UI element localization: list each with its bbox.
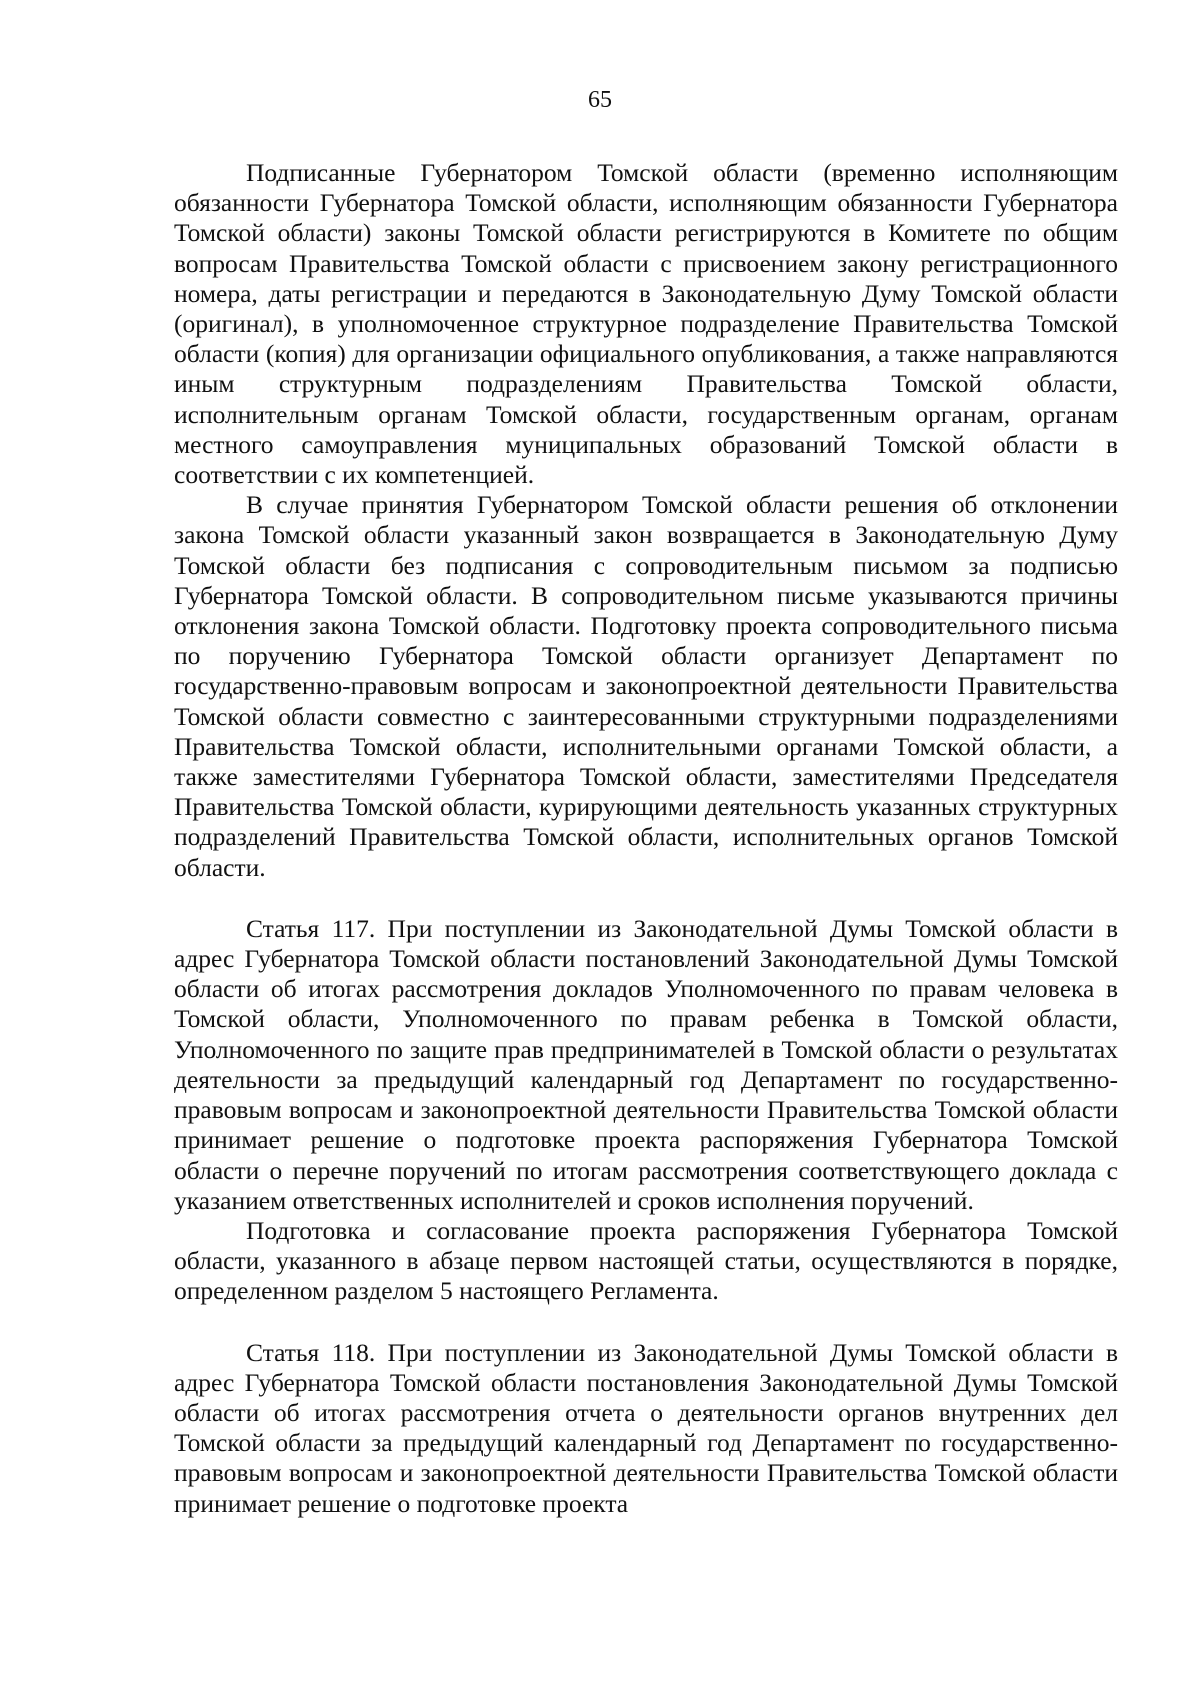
page-number: 65 xyxy=(588,87,612,113)
paragraph-article-117-part-2: Подготовка и согласование проекта распоряжения Губернатора Томской области, указанного в абзаце первом настоящей статьи, осуществляются в порядке, определенном разделом 5 настоящего Регламента. xyxy=(174,1215,1118,1306)
paragraph-article-118: Статья 118. При поступлении из Законодательной Думы Томской области в адрес Губернатора Томской области постановления Законодательной Думы Томской области об итогах рассмотрения отчета о деятельности органов внутренних дел Томской области за предыдущий календарный год Департамент по государственно-правовым вопросам и законопроектной деятельности Правительства Томской области принимает решение о подготовке проекта xyxy=(174,1337,1118,1518)
paragraph-law-registration: Подписанные Губернатором Томской области (временно исполняющим обязанности Губернатора Томской области, исполняющим обязанности Губернатора Томской области) законы Томской области регистрируются в Комитете по общим вопросам Правительства Томской области с присвоением закону регистрационного номера, даты регистрации и передаются в Законодательную Думу Томской области (оригинал), в уполномоченное структурное подразделение Правительства Томской области (копия) для организации официального опубликования, а также направляются иным структурным подразделениям Правительства Томской области, исполнительным органам Томской области, государственным органам, органам местного самоуправления муниципальных образований Томской области в соответствии с их компетенцией. xyxy=(174,158,1118,490)
paragraph-law-rejection: В случае принятия Губернатором Томской области решения об отклонении закона Томской области указанный закон возвращается в Законодательную Думу Томской области без подписания с сопроводительным письмом за подписью Губернатора Томской области. В сопроводительном письме указываются причины отклонения закона Томской области. Подготовку проекта сопроводительного письма по поручению Губернатора Томской области организует Департамент по государственно-правовым вопросам и законопроектной деятельности Правительства Томской области совместно с заинтересованными структурными подразделениями Правительства Томской области, исполнительными органами Томской области, а также заместителями Губернатора Томской области, заместителями Председателя Правительства Томской области, курирующими деятельность указанных структурных подразделений Правительства Томской области, исполнительных органов Томской области. xyxy=(174,490,1118,882)
document-body xyxy=(174,158,1118,1519)
paragraph-article-117: Статья 117. При поступлении из Законодательной Думы Томской области в адрес Губернатора Томской области постановлений Законодательной Думы Томской области об итогах рассмотрения докладов Уполномоченного по правам человека в Томской области, Уполномоченного по правам ребенка в Томской области, Уполномоченного по защите прав предпринимателей в Томской области о результатах деятельности за предыдущий календарный год Департамент по государственно-правовым вопросам и законопроектной деятельности Правительства Томской области принимает решение о подготовке проекта распоряжения Губернатора Томской области о перечне поручений по итогам рассмотрения соответствующего доклада с указанием ответственных исполнителей и сроков исполнения поручений. xyxy=(174,913,1118,1215)
